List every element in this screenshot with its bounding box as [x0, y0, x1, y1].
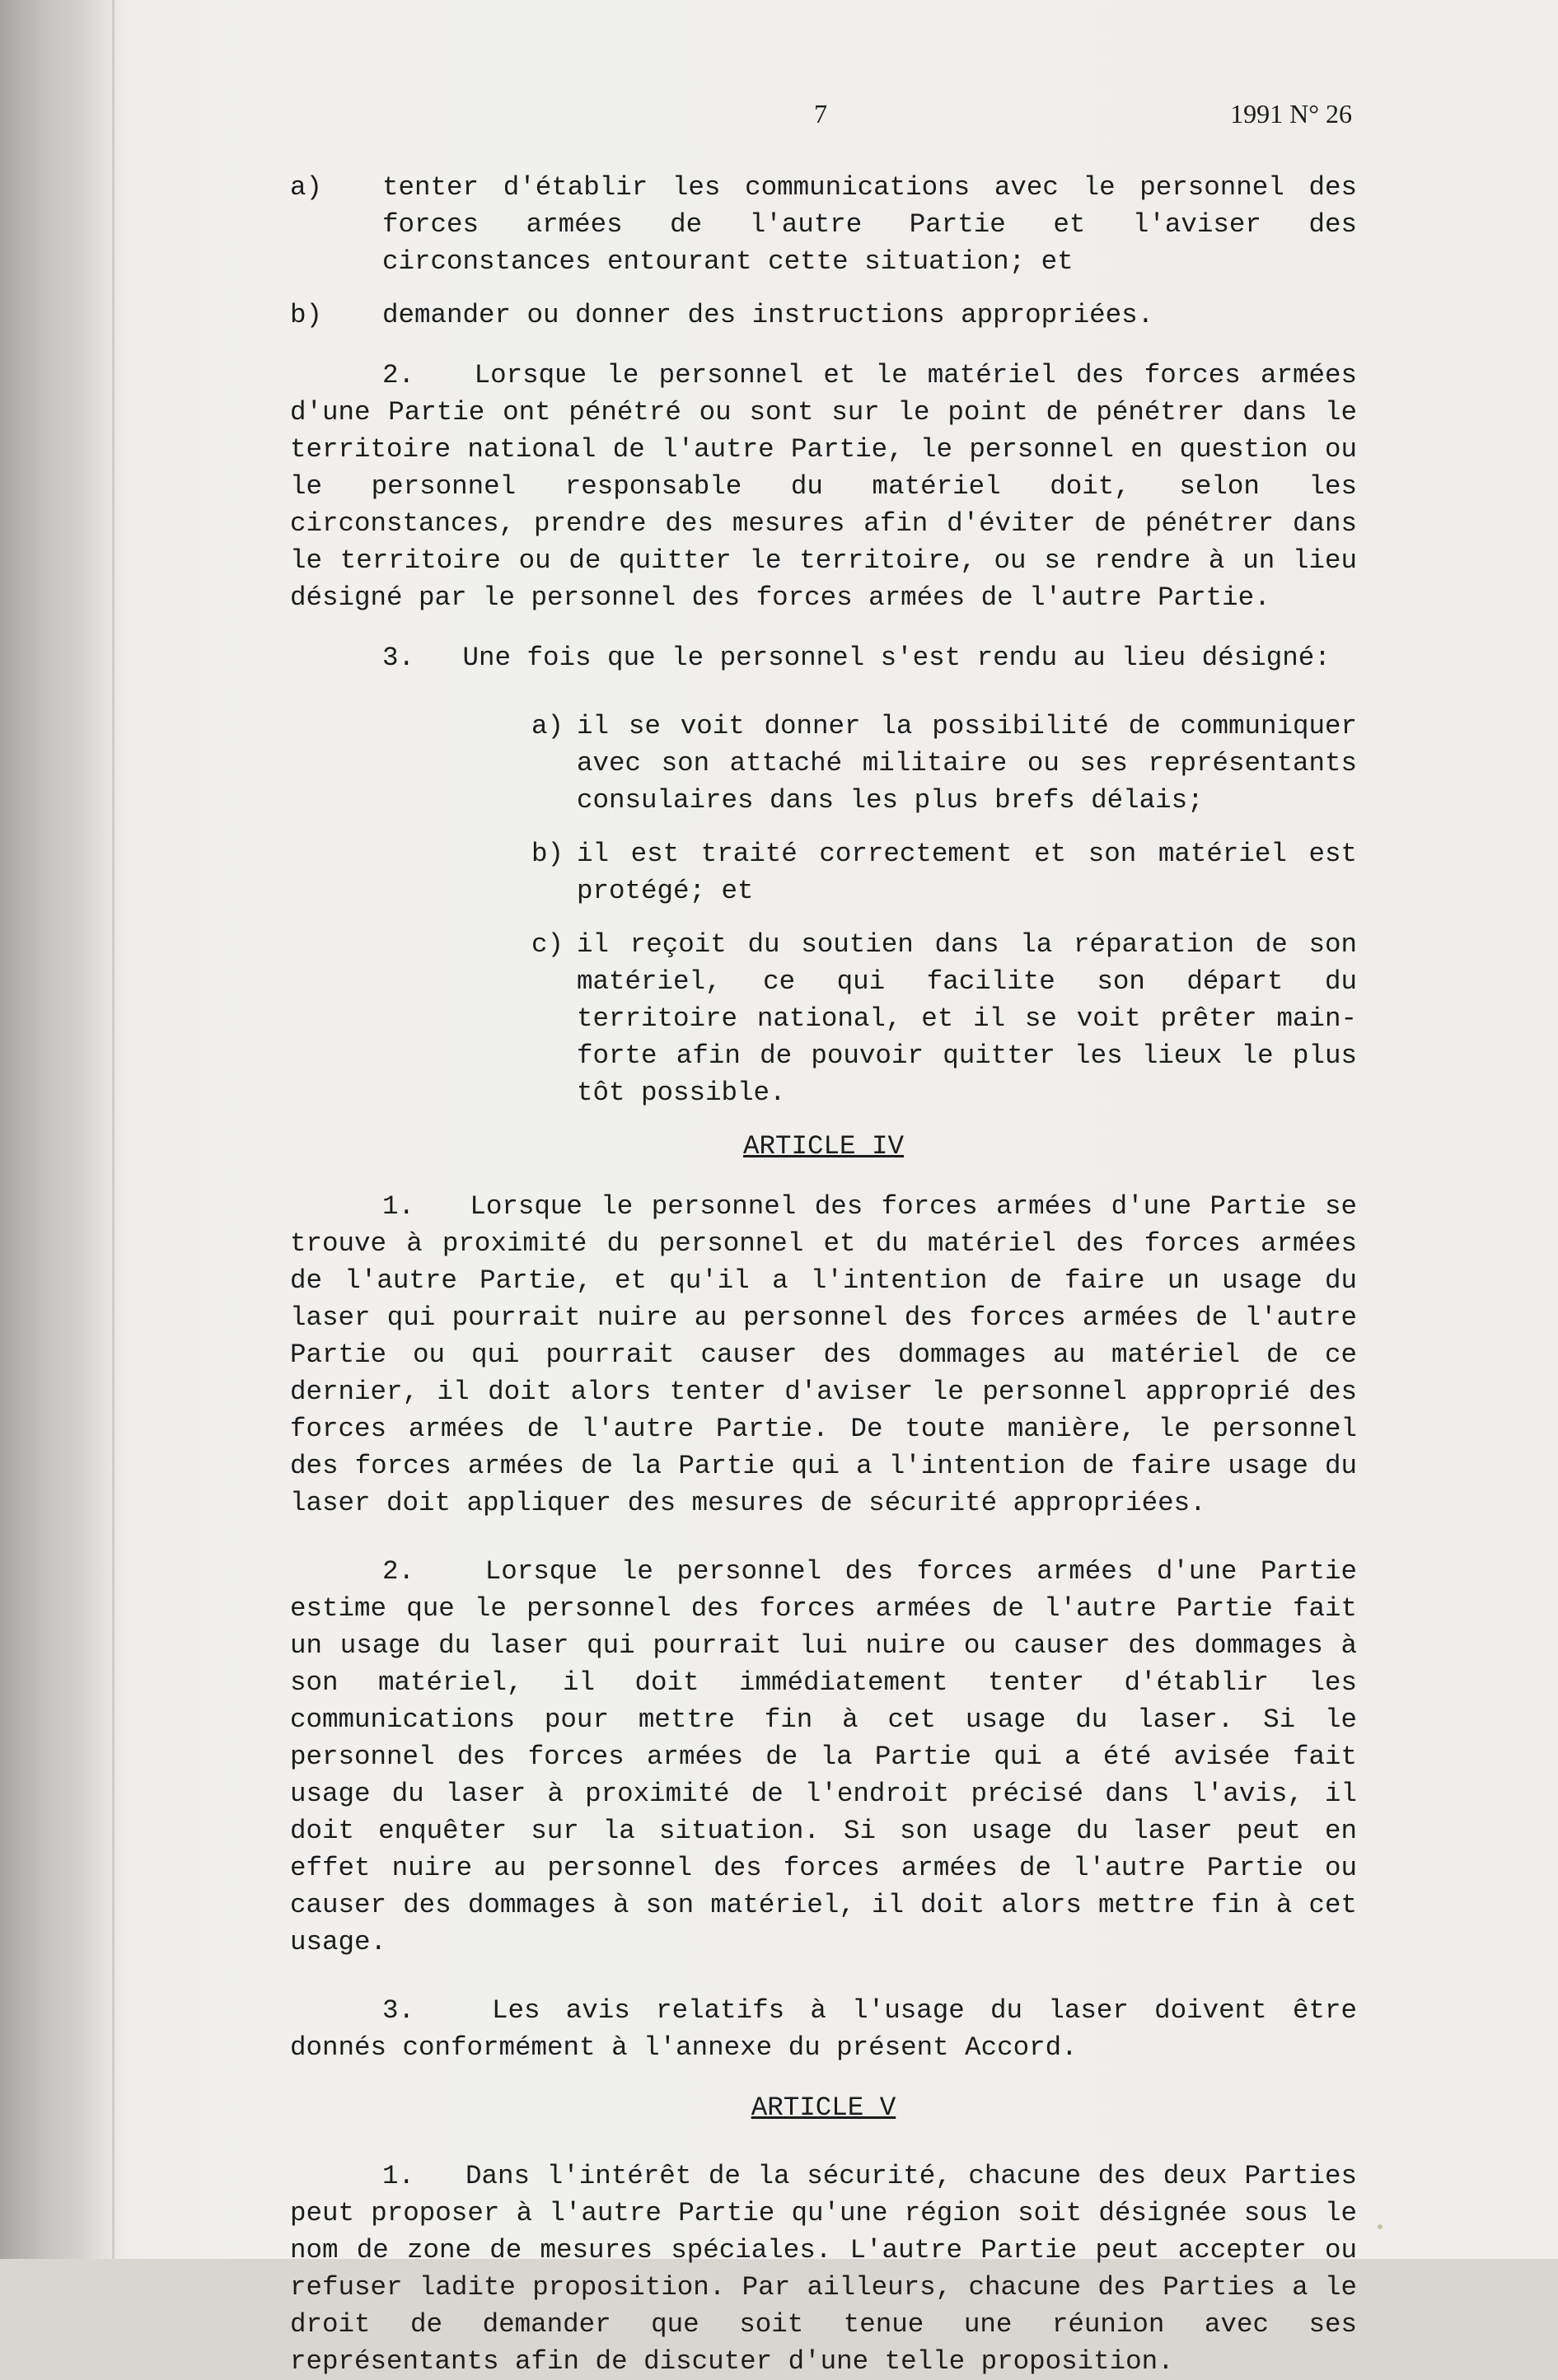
- item-b-text: demander ou donner des instructions appropriées.: [382, 300, 1154, 330]
- paragraph-2-text: Lorsque le personnel et le matériel des forces armées d'une Partie ont pénétré ou sont sur le point de pénétrer dans le territoire national de l'autre Partie, le personnel en question ou le personnel responsable du matériel doit, selon les circonstances, prendre des mesures afin d'éviter de pénétrer dans le territoire ou de quitter le territoire, ou se rendre à un lieu désigné par le personnel des forces armées de l'autre Partie.: [290, 360, 1357, 613]
- page-fold: [112, 0, 115, 2259]
- article-4-paragraph-1-text: Lorsque le personnel des forces armées d'une Partie se trouve à proximité du personnel et du matériel des forces armées de l'autre Partie, et qu'il a l'intention de faire un usage du laser qui pourrait nuire au personnel des forces armées de l'autre Partie ou qui pourrait causer des dommages au matériel de ce dernier, il doit alors tenter d'aviser le personnel approprié des forces armées de l'autre Partie. De toute manière, le personnel des forces armées de la Partie qui a l'intention de faire usage du laser doit appliquer des mesures de sécurité appropriées.: [290, 1191, 1358, 1518]
- article-5-paragraph-1: [290, 2158, 1357, 2380]
- article-4-paragraph-1-number: 1.: [382, 1191, 415, 1222]
- article-5-paragraph-1-number: 1.: [382, 2161, 415, 2191]
- sub-item-c-label: c): [531, 929, 564, 960]
- article-5-heading: ARTICLE V: [751, 2092, 896, 2123]
- sub-item-a-label: a): [531, 711, 564, 741]
- paragraph-3-number: 3.: [382, 643, 415, 673]
- item-a-label: a): [290, 172, 323, 203]
- paragraph-3-text: Une fois que le personnel s'est rendu au lieu désigné:: [462, 643, 1331, 673]
- article-4-paragraph-3: [290, 1992, 1357, 2066]
- document-body: [290, 169, 1357, 2380]
- item-b: [290, 297, 1357, 334]
- sub-item-a: [290, 708, 1357, 819]
- article-4-heading: ARTICLE IV: [742, 1131, 905, 1162]
- sub-item-a-text: il se voit donner la possibilité de communiquer avec son attaché militaire ou ses représentants consulaires dans les plus brefs délais;: [577, 711, 1357, 816]
- sub-item-b-label: b): [531, 839, 564, 869]
- item-a-text: tenter d'établir les communications avec le personnel des forces armées de l'autre Partie et l'aviser des circonstances entourant cette situation; et: [382, 172, 1357, 277]
- sub-item-c: [290, 926, 1357, 1111]
- paragraph-3: [290, 639, 1357, 676]
- page-number: 7: [814, 99, 827, 129]
- sub-item-b-text: il est traité correctement et son matériel est protégé; et: [577, 839, 1357, 906]
- article-4-paragraph-1: [290, 1188, 1357, 1522]
- article-5-paragraph-1-text: Dans l'intérêt de la sécurité, chacune des deux Parties peut proposer à l'autre Partie qu'une région soit désignée sous le nom de zone de mesures spéciales. L'autre Partie peut accepter ou refuser ladite proposition. Par ailleurs, chacune des Parties a le droit de demander que soit tenue une réunion avec ses représentants afin de discuter d'une telle proposition.: [290, 2161, 1357, 2377]
- paragraph-2: [290, 357, 1357, 616]
- article-4-paragraph-3-text: Les avis relatifs à l'usage du laser doivent être donnés conformément à l'annexe du présent Accord.: [290, 1995, 1358, 2063]
- document-reference: 1991 N° 26: [1230, 99, 1352, 129]
- sub-item-c-text: il reçoit du soutien dans la réparation de son matériel, ce qui facilite son départ du territoire national, et il se voit prêter main-forte afin de pouvoir quitter les lieux le plus tôt possible.: [577, 929, 1357, 1108]
- paragraph-2-number: 2.: [382, 360, 415, 390]
- article-4-paragraph-2: [290, 1553, 1357, 1961]
- sub-item-b: [290, 835, 1357, 909]
- binding-gutter: [0, 0, 124, 2259]
- item-a: [290, 169, 1357, 280]
- article-4-paragraph-2-number: 2.: [382, 1556, 415, 1587]
- paper-speck: [1378, 2224, 1383, 2229]
- item-b-label: b): [290, 300, 323, 330]
- article-4-paragraph-3-number: 3.: [382, 1995, 415, 2026]
- article-4-paragraph-2-text: Lorsque le personnel des forces armées d'une Partie estime que le personnel des forces armées de l'autre Partie fait un usage du laser qui pourrait lui nuire ou causer des dommages à son matériel, il doit immédiatement tenter d'établir les communications pour mettre fin à cet usage du laser. Si le personnel des forces armées de la Partie qui a été avisée fait usage du laser à proximité de l'endroit précisé dans l'avis, il doit enquêter sur la situation. Si son usage du laser peut en effet nuire au personnel des forces armées de l'autre Partie ou causer des dommages à son matériel, il doit alors mettre fin à cet usage.: [290, 1556, 1357, 1957]
